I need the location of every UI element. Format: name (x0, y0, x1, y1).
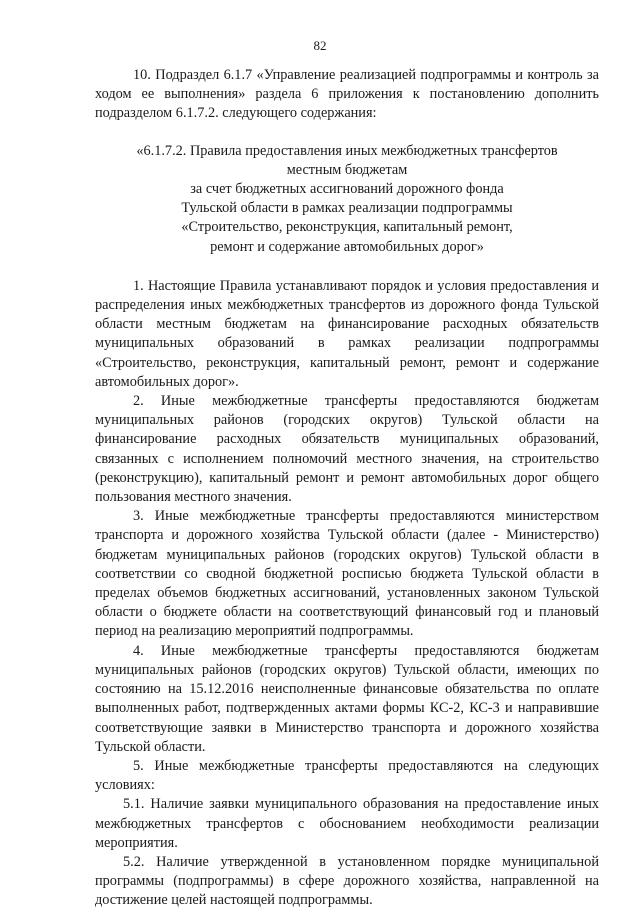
paragraph-4: 4. Иные межбюджетные трансферты предоставляются бюджетам муниципальных районов (городских округов) Тульской области, имеющих по состоянию на 15.12.2016 неисполненные финансовые обязательства по оплате выполненных работ, подтвержденных актами формы КС-2, КС-3 и направившие соответствующие заявки в Министерство транспорта и дорожного хозяйства Тульской области. (95, 642, 599, 755)
paragraph-5: 5. Иные межбюджетные трансферты предоставляются на следующих условиях: (95, 757, 599, 794)
paragraph-3: 3. Иные межбюджетные трансферты предоставляются министерством транспорта и дорожного хозяйства Тульской области (далее - Министерство) бюджетам муниципальных районов (городских округов) Тульской области в соответствии со сводной бюджетной росписью бюджета Тульской области в пределах объемов бюджетных ассигнований, установленных законом Тульской области о бюджете области на соответствующий финансовый год и плановый период на реализацию мероприятий подпрограммы. (95, 508, 599, 640)
document-body (95, 66, 599, 911)
paragraph-2: 2. Иные межбюджетные трансферты предоставляются бюджетам муниципальных районов (городских округов) Тульской области на финансирование расходных обязательств муниципальных образований, связанных с исполнением полномочий местного значения, на строительство (реконструкцию), капитальный ремонт и ремонт автомобильных дорог общего пользования местного значения. (95, 393, 599, 506)
intro-paragraph: 10. Подраздел 6.1.7 «Управление реализацией подпрограммы и контроль за ходом ее выполнения» раздела 6 приложения к постановлению дополнить подразделом 6.1.7.2. следующего содержания: (95, 67, 599, 122)
page-number: 82 (313, 38, 327, 53)
paragraph-1: 1. Настоящие Правила устанавливают порядок и условия предоставления и распределения иных межбюджетных трансфертов из дорожного фонда Тульской области местным бюджетам на финансирование расходных обязательств муниципальных образований в рамках реализации подпрограммы «Строительство, реконструкция, капитальный ремонт, ремонт и содержание автомобильных дорог». (95, 277, 599, 390)
section-heading: «6.1.7.2. Правила предоставления иных межбюджетных трансфертов местным бюджетам за счет бюджетных ассигнований дорожного фонда Тульской области в рамках реализации подпрограммы «Строительство, реконструкция, капитальный ремонт, ремонт и содержание автомобильных дорог» (136, 142, 558, 255)
paragraph-5-2: 5.2. Наличие утвержденной в установленном порядке муниципальной программы (подпрограммы) в сфере дорожного хозяйства, направленной на достижение целей настоящей подпрограммы. (95, 853, 599, 909)
paragraph-5-1: 5.1. Наличие заявки муниципального образования на предоставление иных межбюджетных трансфертов с обоснованием необходимости реализации мероприятия. (95, 796, 599, 851)
